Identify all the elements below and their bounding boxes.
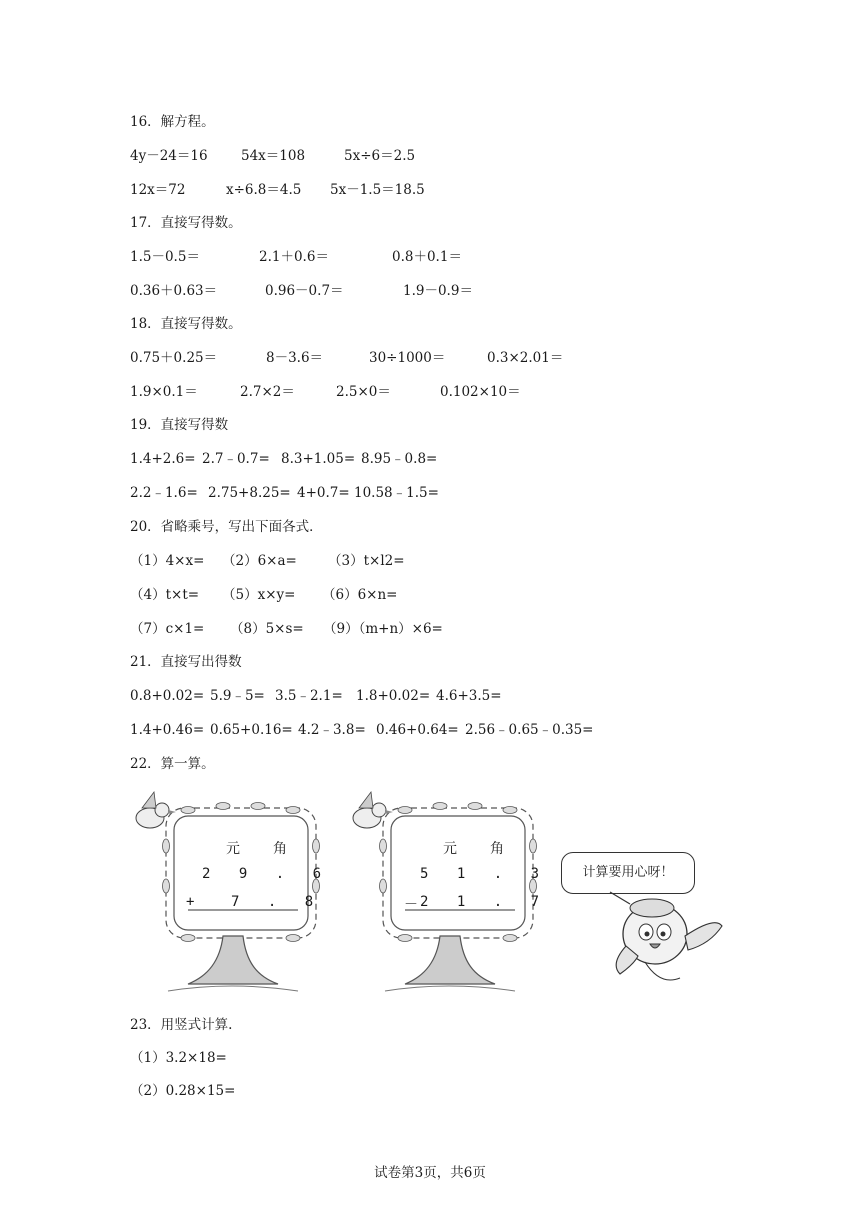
q18-item-5: 1.9×0.1＝ [130,384,198,400]
q19-item-8: 10.58﹣1.5= [354,485,439,501]
box1-line2: 7 . 8 [231,894,324,910]
q16-eq-2: 54x＝108 [241,148,306,164]
q20-title: 20．省略乘号，写出下面各式． [130,519,323,535]
q17-item-1: 1.5－0.5＝ [130,249,200,265]
q20-item-7: （7）c×1= [130,621,205,637]
q19-item-2: 2.7﹣0.7= [202,451,270,467]
q19-item-4: 8.95﹣0.8= [361,451,438,467]
q21-item-1: 0.8+0.02= [130,688,205,704]
q19-item-3: 8.3+1.05= [281,451,356,467]
box1-operator: + [186,894,195,910]
q20-item-1: （1）4×x= [130,553,205,569]
q17-item-4: 0.36＋0.63＝ [130,283,218,299]
bird-icon [353,792,393,828]
q18-item-2: 8－3.6＝ [266,350,324,366]
q17-item-6: 1.9－0.9＝ [403,283,473,299]
q20-item-6: （6）6×n= [322,587,398,603]
q17-item-2: 2.1＋0.6＝ [259,249,329,265]
q20-item-3: （3）t×l2= [328,553,405,569]
tree-frame-left [128,786,334,998]
q21-item-2: 5.9﹣5= [210,688,265,704]
q20-item-2: （2）6×a= [222,553,297,569]
q18-item-8: 0.102×10＝ [440,384,521,400]
q17-item-5: 0.96－0.7＝ [265,283,344,299]
q16-title: 16．解方程。 [130,114,215,130]
page-footer: 试卷第3页，共6页 [374,1165,486,1181]
q21-item-4: 1.8+0.02= [356,688,431,704]
q22-title: 22．算一算。 [130,756,215,772]
q21-item-3: 3.5﹣2.1= [275,688,343,704]
q18-item-6: 2.7×2＝ [240,384,295,400]
q20-item-5: （5）x×y= [222,587,296,603]
q20-item-8: （8）5×s= [230,621,304,637]
q21-item-8: 4.2﹣3.8= [298,722,366,738]
q17-title: 17．直接写得数。 [130,215,242,231]
q23-item-2: （2）0.28×15= [130,1083,236,1099]
q19-item-1: 1.4+2.6= [130,451,196,467]
q20-item-4: （4）t×t= [130,587,200,603]
speech-bubble: 计算要用心呀！ [561,852,695,894]
box2-unit-yuan: 元 [443,841,457,857]
q16-eq-6: 5x－1.5＝18.5 [330,182,425,198]
q21-item-5: 4.6+3.5= [436,688,502,704]
q19-item-6: 2.75+8.25= [208,485,291,501]
tree-frame-right [345,786,551,998]
q18-item-1: 0.75＋0.25＝ [130,350,218,366]
box2-line2: 2 1 . 7 [420,894,550,910]
box2-line1: 5 1 . 3 [420,866,550,882]
box2-operator: － [404,897,418,913]
q18-item-7: 2.5×0＝ [336,384,391,400]
q23-item-1: （1）3.2×18= [130,1050,227,1066]
q16-eq-3: 5x÷6＝2.5 [344,148,416,164]
q21-item-9: 0.46+0.64= [376,722,459,738]
q21-item-10: 2.56﹣0.65﹣0.35= [465,722,594,738]
q16-eq-5: x÷6.8＝4.5 [226,182,302,198]
q19-title: 19．直接写得数 [130,417,229,433]
q18-title: 18．直接写得数。 [130,316,242,332]
q19-item-7: 4+0.7= [297,485,350,501]
q18-item-3: 30÷1000＝ [369,350,446,366]
q16-eq-4: 12x＝72 [130,182,186,198]
box1-line1: 2 9 . 6 [202,866,332,882]
q23-title: 23．用竖式计算. [130,1017,233,1033]
q17-item-3: 0.8＋0.1＝ [392,249,462,265]
box1-unit-yuan: 元 [226,841,240,857]
q20-item-9: （9）（m+n）×6= [323,621,443,637]
box1-unit-jiao: 角 [273,841,287,857]
q18-item-4: 0.3×2.01＝ [487,350,564,366]
q16-eq-1: 4y－24＝16 [130,148,208,164]
box2-unit-jiao: 角 [490,841,504,857]
q21-item-7: 0.65+0.16= [210,722,293,738]
q19-item-5: 2.2﹣1.6= [130,485,198,501]
q21-title: 21．直接写出得数 [130,654,242,670]
q21-item-6: 1.4+0.46= [130,722,205,738]
bird-mascot-icon [600,886,730,996]
bird-icon [136,792,176,828]
